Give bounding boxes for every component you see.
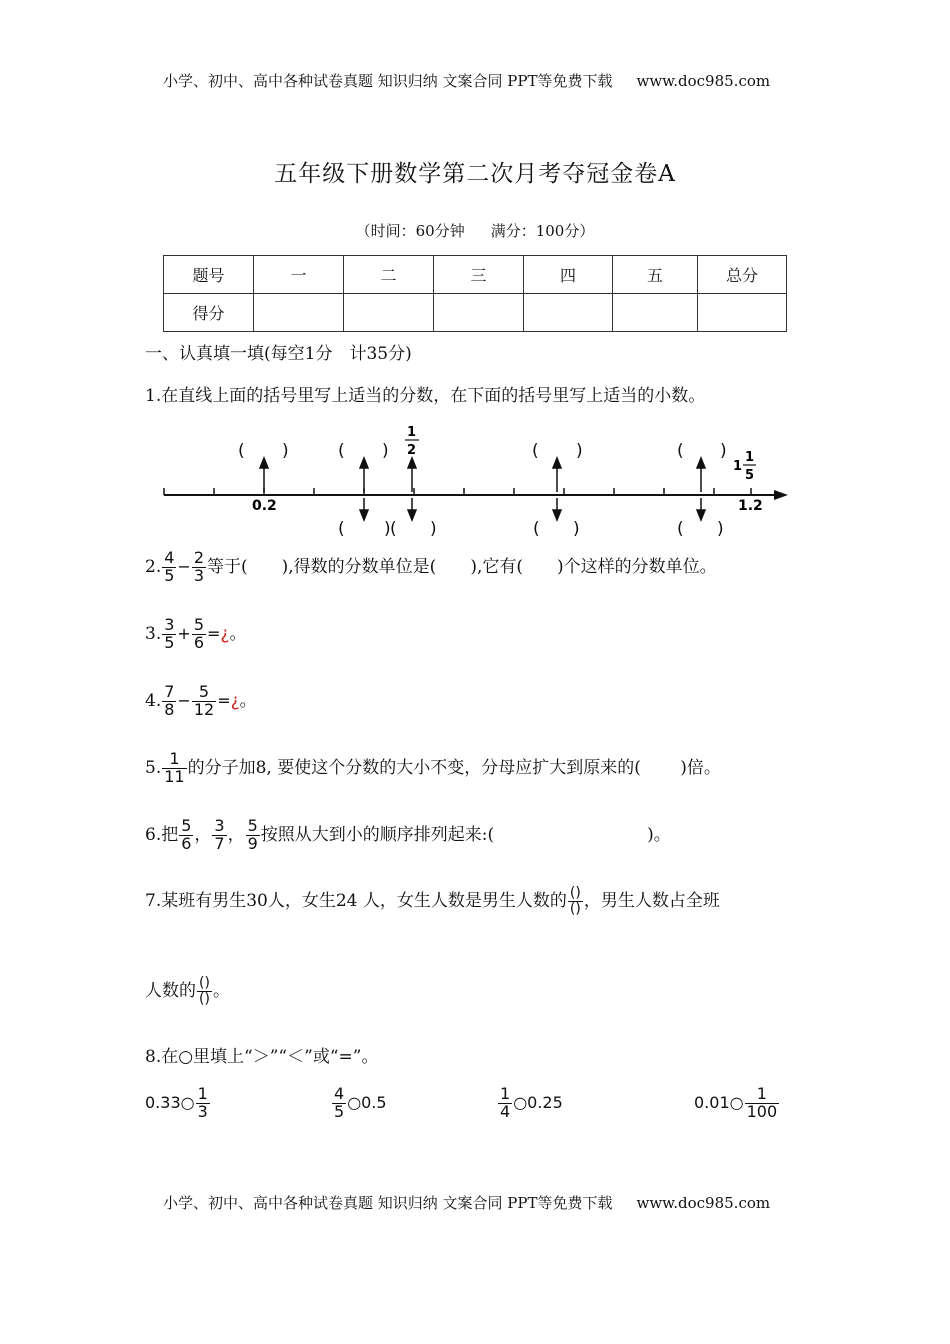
- lower-paren-close: ): [573, 519, 580, 539]
- fraction: [179, 818, 193, 853]
- numerator: 5: [247, 816, 258, 835]
- q5-text: 的分子加8, 要使这个分数的大小不变，分母应扩大到原来的( )倍。: [187, 757, 721, 778]
- mixed-whole: 1: [733, 459, 743, 474]
- score-header-cell: 四: [524, 256, 613, 294]
- fraction: [192, 550, 206, 585]
- score-cell[interactable]: [698, 294, 787, 332]
- q2-prefix: 2.: [145, 556, 162, 577]
- score-table-score-row: [164, 294, 787, 332]
- q4-prefix: 4.: [145, 690, 162, 711]
- half-denominator: 2: [407, 443, 417, 458]
- blank-denominator: (): [569, 901, 581, 917]
- exam-full-score: 满分：100分）: [490, 222, 595, 240]
- upper-paren-close: ): [282, 441, 289, 461]
- numerator: 3: [214, 816, 225, 835]
- header-text: 小学、初中、高中各种试卷真题 知识归纳 文案合同 PPT等免费下载: [163, 72, 613, 90]
- denominator: 5: [164, 565, 175, 585]
- question-1: 1.在直线上面的括号里写上适当的分数，在下面的括号里写上适当的小数。: [145, 386, 706, 406]
- score-row-label: 得分: [164, 294, 254, 332]
- upper-paren-close: ): [382, 441, 389, 461]
- footer-site[interactable]: www.doc985.com: [636, 1194, 771, 1212]
- separator: ，: [194, 824, 212, 845]
- exam-time: （时间：60分钟: [355, 222, 465, 240]
- separator: ，: [227, 824, 245, 845]
- numerator: 4: [334, 1084, 345, 1103]
- question-6: [145, 818, 671, 853]
- fraction: [332, 1086, 346, 1121]
- down-arrows: [360, 498, 705, 520]
- fraction: [162, 550, 176, 585]
- q6-text: 按照从大到小的顺序排列起来:( )。: [260, 824, 671, 845]
- down-arrow-icon: [553, 510, 561, 520]
- question-5: [145, 751, 721, 786]
- question-2: [145, 550, 717, 585]
- footer-text: 小学、初中、高中各种试卷真题 知识归纳 文案合同 PPT等免费下载: [163, 1194, 613, 1212]
- lower-paren-open: (: [677, 519, 684, 539]
- upper-paren-open: (: [238, 441, 245, 461]
- fraction: [192, 684, 216, 719]
- operator: +: [177, 623, 191, 643]
- score-cell[interactable]: [524, 294, 613, 332]
- compare-item: [694, 1086, 780, 1121]
- down-arrow-icon: [408, 510, 416, 520]
- numerator: 5: [181, 816, 192, 835]
- equals-sign: =: [217, 690, 231, 710]
- upper-paren-open: (: [338, 441, 345, 461]
- numerator: 1: [500, 1084, 511, 1103]
- denominator: 6: [181, 833, 192, 853]
- score-table-header-row: [164, 256, 787, 294]
- score-cell[interactable]: [344, 294, 434, 332]
- denominator: 6: [193, 632, 205, 652]
- upper-paren-open: (: [677, 441, 684, 461]
- mixed-numerator: 1: [745, 450, 755, 465]
- up-arrow-icon: [360, 458, 368, 468]
- numerator: 5: [192, 684, 216, 702]
- denominator: 11: [164, 766, 185, 786]
- score-header-cell: 五: [613, 256, 698, 294]
- compare-right[interactable]: ○0.5: [347, 1092, 387, 1112]
- denominator: 3: [193, 565, 205, 585]
- question-8: 8.在○里填上“＞”“＜”或“=”。: [145, 1047, 379, 1067]
- upper-paren-open: (: [532, 441, 539, 461]
- mixed-denominator: 5: [745, 468, 755, 483]
- score-header-cell: 三: [434, 256, 524, 294]
- blank-fraction[interactable]: [197, 976, 212, 1006]
- page-header: [163, 70, 770, 91]
- compare-item: [331, 1086, 387, 1121]
- label-0-2: 0.2: [252, 498, 277, 514]
- q3-prefix: 3.: [145, 623, 162, 644]
- up-arrow-icon: [408, 458, 416, 468]
- blank-numerator: (): [569, 885, 581, 902]
- denominator: 12: [193, 699, 215, 719]
- denominator: 4: [500, 1101, 511, 1121]
- q5-prefix: 5.: [145, 757, 162, 778]
- q7-text-3: 人数的: [145, 981, 196, 1001]
- denominator: 8: [164, 699, 175, 719]
- q7-text-1: 7.某班有男生30人，女生24 人，女生人数是男生人数的: [145, 891, 567, 911]
- blank-numerator: (): [199, 975, 210, 992]
- down-arrow-icon: [697, 510, 705, 520]
- compare-left[interactable]: 0.33○: [145, 1092, 195, 1112]
- fraction: [162, 684, 176, 719]
- equals-sign: =: [207, 623, 221, 643]
- numerator: 5: [193, 615, 205, 634]
- fraction: [192, 617, 206, 652]
- question-3: [145, 617, 246, 652]
- fraction: [745, 1086, 780, 1121]
- q6-prefix: 6.把: [145, 824, 179, 845]
- down-arrow-icon: [360, 510, 368, 520]
- upper-paren-close: ): [576, 441, 583, 461]
- up-arrow-icon: [697, 458, 705, 468]
- question-4: [145, 684, 257, 719]
- compare-item: [497, 1086, 563, 1121]
- lower-paren-open: (: [533, 519, 540, 539]
- score-header-cell: 题号: [164, 256, 254, 294]
- numerator: 1: [197, 1084, 208, 1103]
- fraction: [162, 617, 176, 652]
- fraction: [498, 1086, 512, 1121]
- period: 。: [229, 623, 247, 644]
- denominator: 3: [197, 1101, 208, 1121]
- denominator: 7: [214, 833, 225, 853]
- numerator: 7: [164, 682, 175, 701]
- score-header-cell: 二: [344, 256, 434, 294]
- header-site[interactable]: www.doc985.com: [636, 72, 771, 90]
- fraction: [196, 1086, 210, 1121]
- score-header-cell: 一: [254, 256, 344, 294]
- lower-paren-open: (: [338, 519, 345, 539]
- number-line-ticks: [164, 488, 751, 495]
- exam-info: [0, 220, 950, 241]
- page-footer: [163, 1192, 770, 1213]
- blank-fraction[interactable]: [568, 886, 583, 916]
- score-table: [163, 255, 787, 332]
- denominator: 100: [746, 1101, 778, 1121]
- denominator: 9: [247, 833, 258, 853]
- fraction: [162, 751, 186, 786]
- up-arrow-icon: [553, 458, 561, 468]
- page-title: 五年级下册数学第二次月考夺冠金卷A: [274, 161, 676, 187]
- question-7: [145, 886, 720, 917]
- numerator: 4: [164, 548, 175, 567]
- fraction: [212, 818, 226, 853]
- numerator: 2: [193, 548, 205, 567]
- number-line-arrow-icon: [774, 490, 788, 500]
- operator: −: [177, 556, 191, 576]
- numerator: 1: [745, 1086, 780, 1104]
- answer-placeholder-mark[interactable]: ¿: [230, 690, 240, 711]
- score-cell[interactable]: [613, 294, 698, 332]
- denominator: 5: [164, 632, 175, 652]
- q2-text: 等于( ),得数的分数单位是( ),它有( )个这样的分数单位。: [207, 556, 717, 577]
- lower-paren-close: ): [430, 519, 437, 539]
- lower-paren-close: ): [384, 519, 391, 539]
- q7-text-2: ，男生人数占全班: [583, 891, 720, 911]
- blank-denominator: (): [199, 991, 210, 1007]
- operator: −: [177, 690, 191, 710]
- denominator: 5: [334, 1101, 345, 1121]
- score-cell[interactable]: [254, 294, 344, 332]
- score-header-cell: 总分: [698, 256, 787, 294]
- numerator: 3: [164, 615, 175, 634]
- compare-right[interactable]: ○0.25: [513, 1092, 563, 1112]
- up-arrows: [260, 458, 705, 492]
- compare-left[interactable]: 0.01○: [694, 1092, 744, 1112]
- fraction: [246, 818, 260, 853]
- lower-paren-open: (: [390, 519, 397, 539]
- answer-placeholder-mark[interactable]: ¿: [220, 623, 230, 644]
- half-numerator: 1: [407, 425, 417, 440]
- numerator: 1: [162, 751, 186, 769]
- upper-paren-close: ): [720, 441, 727, 461]
- up-arrow-icon: [260, 458, 268, 468]
- label-1-2: 1.2: [738, 498, 763, 514]
- number-line-figure: [150, 420, 800, 550]
- score-cell[interactable]: [434, 294, 524, 332]
- question-7-continued: [145, 976, 230, 1007]
- period: 。: [212, 981, 230, 1001]
- compare-item: [145, 1086, 211, 1121]
- lower-paren-close: ): [717, 519, 724, 539]
- period: 。: [239, 690, 257, 711]
- section-heading: 一、认真填一填(每空1分 计35分): [145, 344, 412, 364]
